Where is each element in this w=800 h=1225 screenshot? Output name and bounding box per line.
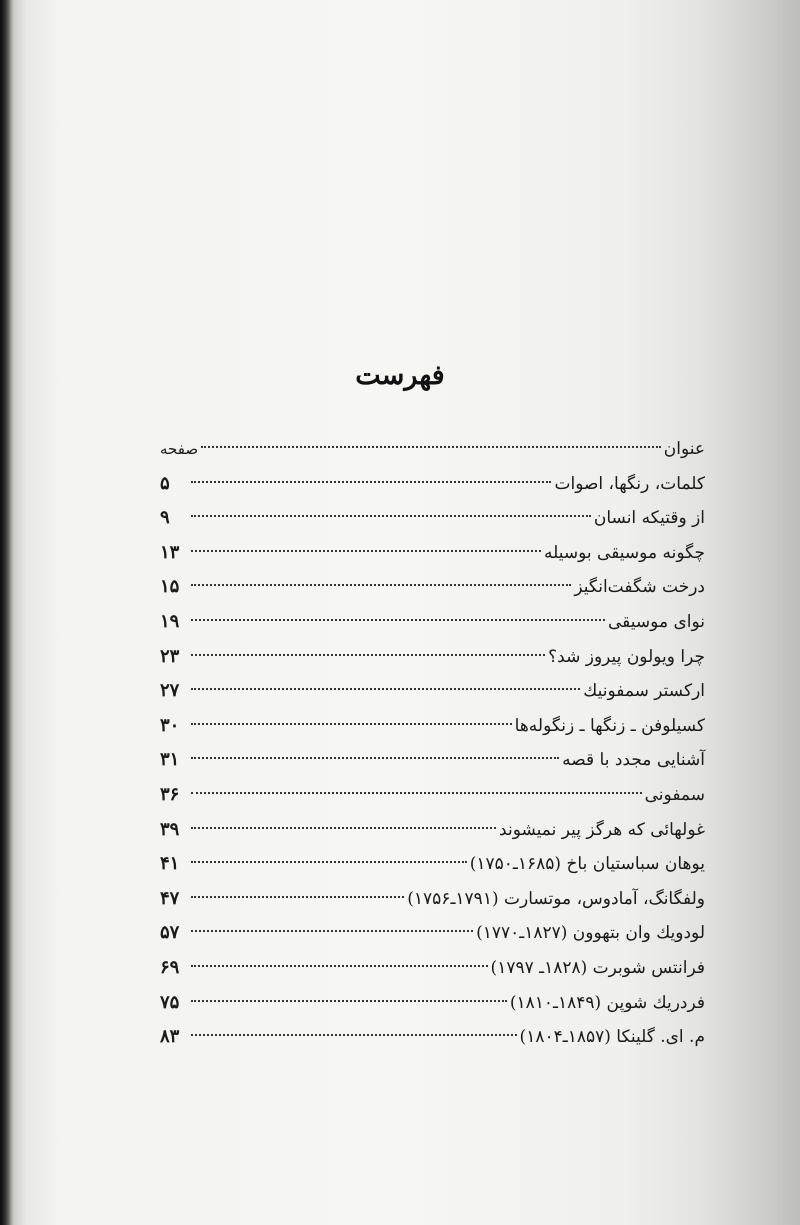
toc-entry-title: غولهائی که هرگز پیر نمیشوند [499,819,705,840]
toc-entry-page-number: ۴۱ [160,853,180,875]
toc-entry-title: کسیلوفن ـ زنگها ـ زنگوله‌ها [514,715,705,736]
toc-entry [160,916,705,951]
dot-leader [191,930,473,932]
toc-header-row [160,432,705,467]
toc-entry-title: یوهان سباستیان باخ (۱۶۸۵ـ۱۷۵۰) [469,854,705,875]
toc-entry-title: آشنایی مجدد با قصه [562,750,705,771]
toc-entry [160,847,705,882]
dot-leader [191,723,512,725]
toc-entry-title: از وقتیکه انسان [593,508,705,529]
toc-entry-title: سمفونی [644,784,705,805]
toc-entry-page-number: ۱۵ [160,576,180,598]
toc-entry [160,778,705,813]
toc-entry [160,674,705,709]
toc-entry-title: درخت شگفت‌انگیز [574,577,705,598]
toc-entries [160,467,705,1055]
dot-leader [191,654,545,656]
spine-shadow [0,0,14,1225]
toc-entry-page-number: ۳۶ [160,783,180,805]
toc-entry-page-number: ۱۹ [160,610,180,632]
toc-entry [160,605,705,640]
toc-entry [160,570,705,605]
toc-entry-page-number: ۵ [160,472,170,494]
toc-entry-page-number: ۳۰ [160,714,180,736]
dot-leader [191,965,488,967]
toc-entry [160,986,705,1021]
dot-leader [191,688,580,690]
toc-entry-page-number: ۷۵ [160,991,180,1013]
toc-entry [160,640,705,675]
toc-entry-page-number: ۲۷ [160,680,180,702]
toc-entry-page-number: ۸۳ [160,1026,180,1048]
toc-entry-title: فرانتس شوبرت (۱۸۲۸ـ ۱۷۹۷) [490,957,705,978]
toc-entry [160,882,705,917]
toc-header-title: عنوان [663,439,705,459]
dot-leader [191,1034,517,1036]
dot-leader [191,481,551,483]
toc-entry-title: فردریك شوپن (۱۸۴۹ـ۱۸۱۰) [509,992,705,1013]
dot-leader [191,1000,507,1002]
toc-entry-page-number: ۹ [160,507,170,529]
toc-entry [160,709,705,744]
dot-leader [191,792,642,794]
dot-leader [191,861,467,863]
dot-leader [191,515,591,517]
toc-entry [160,1020,705,1055]
toc-header-page: صفحه [160,440,199,458]
page-title: فهرست [355,360,445,391]
toc-entry-title: کلمات، رنگها، اصوات [554,473,705,494]
toc-entry-title: نوای موسیقی [608,611,705,632]
dot-leader [201,446,661,448]
toc-entry-page-number: ۱۳ [160,541,180,563]
toc-entry-title: چرا ویولون پیروز شد؟ [548,646,705,667]
toc-entry-page-number: ۲۳ [160,645,180,667]
toc-entry [160,536,705,571]
toc-entry-page-number: ۵۷ [160,922,180,944]
toc-entry [160,813,705,848]
toc-entry-title: ولفگانگ، آمادوس، موتسارت (۱۷۹۱ـ۱۷۵۶) [407,888,705,909]
toc-entry-title: لودویك وان بتهوون (۱۸۲۷ـ۱۷۷۰) [476,923,705,944]
toc-entry-page-number: ۴۷ [160,887,180,909]
toc-entry-title: م. ای. گلینکا (۱۸۵۷ـ۱۸۰۴) [519,1027,705,1048]
toc-entry [160,743,705,778]
toc-entry [160,467,705,502]
toc-entry [160,951,705,986]
dot-leader [191,827,496,829]
toc-entry-page-number: ۳۱ [160,749,180,771]
toc-entry-page-number: ۳۹ [160,818,180,840]
dot-leader [191,550,541,552]
toc-entry-page-number: ۶۹ [160,956,180,978]
toc-entry-title: چگونه موسیقی بوسیله [544,542,705,563]
toc-entry-title: ارکستر سمفونیك [583,681,705,702]
dot-leader [191,757,559,759]
dot-leader [191,619,605,621]
table-of-contents [160,432,705,1055]
dot-leader [191,896,404,898]
toc-entry [160,501,705,536]
dot-leader [191,584,571,586]
